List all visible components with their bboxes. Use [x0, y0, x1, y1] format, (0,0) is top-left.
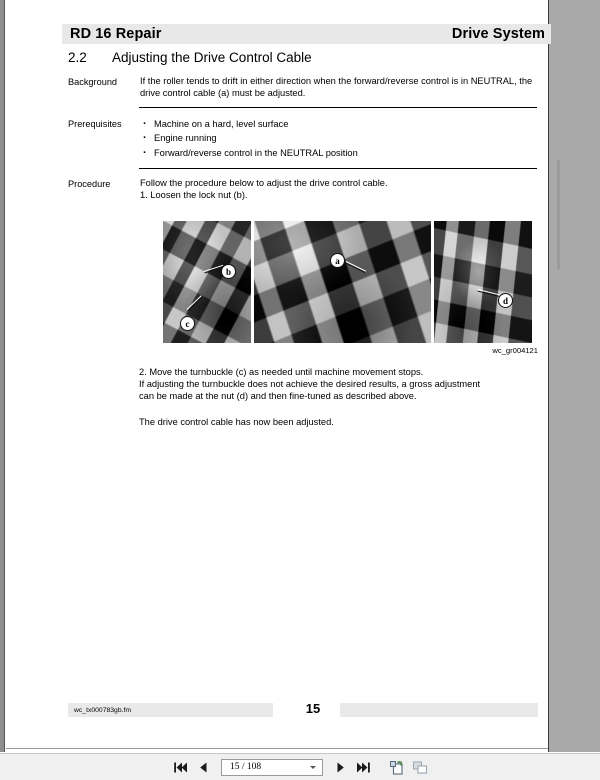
callout-d: d [498, 293, 513, 308]
background-label: Background [68, 77, 118, 87]
page-footer [68, 703, 538, 720]
lock-nut-and-turnbuckle-photo [163, 221, 251, 343]
fit-page-icon [389, 760, 405, 775]
chevron-left-icon [197, 761, 210, 774]
list-item: . Engine running [140, 131, 538, 145]
document-page [6, 0, 548, 749]
section-number: 2.2 [68, 50, 87, 65]
callout-b: b [221, 264, 236, 279]
procedure-body [140, 177, 538, 201]
navigation-toolbar [0, 753, 600, 780]
post-paragraph-line-1: If adjusting the turnbuckle does not achieve the desired results, a gross adjustment [139, 379, 481, 390]
footer-file-name: wc_tx000783gb.fm [74, 706, 132, 714]
photo-strip [163, 221, 538, 343]
footer-file-band [68, 703, 273, 717]
procedure-step-2: 2. Move the turnbuckle (c) as needed until machine movement stops. [139, 367, 424, 377]
header-left-title: RD 16 Repair [70, 26, 162, 42]
right-pane [548, 0, 600, 752]
callout-c: c [180, 316, 195, 331]
divider-rule-top [139, 107, 537, 108]
chevron-down-icon[interactable] [310, 766, 316, 769]
right-pane-marker [557, 160, 560, 270]
post-paragraph-line-2: can be made at the nut (d) and then fine-tuned as described above. [139, 391, 417, 402]
photo-texture [434, 221, 532, 343]
list-item: . Machine on a hard, level surface [140, 117, 538, 131]
first-page-icon [173, 761, 188, 774]
window-view-icon [412, 760, 428, 775]
prerequisites-list [140, 117, 538, 160]
running-header [62, 24, 551, 44]
section-heading [68, 50, 548, 65]
left-rail [0, 0, 5, 752]
prerequisites-body [140, 117, 538, 160]
drive-control-cable-photo [254, 221, 431, 343]
chevron-right-icon [334, 761, 347, 774]
photo-texture [254, 221, 431, 343]
first-page-button[interactable] [172, 759, 189, 776]
callout-a: a [330, 253, 345, 268]
prerequisites-block [68, 117, 538, 160]
list-item: . Forward/reverse control in the NEUTRAL position [140, 146, 538, 160]
background-block [68, 75, 538, 99]
adjustment-nut-photo [434, 221, 532, 343]
procedure-block [68, 177, 538, 201]
procedure-label: Procedure [68, 179, 111, 189]
last-page-icon [356, 761, 371, 774]
divider-rule-bottom [139, 168, 537, 169]
page-number: 15 [305, 701, 321, 716]
figure [163, 221, 538, 355]
next-page-button[interactable] [332, 759, 349, 776]
footer-right-band [340, 703, 538, 717]
photo-texture [163, 221, 251, 343]
header-right-title: Drive System [451, 26, 545, 42]
post-figure-text [139, 366, 539, 428]
page-number-input[interactable] [221, 759, 323, 776]
previous-page-button[interactable] [195, 759, 212, 776]
procedure-step-1: 1. Loosen the lock nut (b). [140, 190, 248, 201]
closing-statement: The drive control cable has now been adjusted. [139, 416, 334, 427]
section-title: Adjusting the Drive Control Cable [112, 50, 312, 65]
last-page-button[interactable] [355, 759, 372, 776]
background-body [140, 75, 538, 99]
page-number-value: 15 / 108 [230, 762, 262, 772]
fit-page-button[interactable] [388, 759, 405, 776]
procedure-intro: Follow the procedure below to adjust the drive control cable. [140, 178, 388, 188]
background-text: If the roller tends to drift in either direction when the forward/reverse control is in NEUTRAL, the drive control cable (a) must be adjusted. [140, 76, 533, 99]
prerequisites-label: Prerequisites [68, 119, 122, 129]
window-view-button[interactable] [411, 759, 428, 776]
figure-caption: wc_gr004121 [492, 346, 538, 355]
